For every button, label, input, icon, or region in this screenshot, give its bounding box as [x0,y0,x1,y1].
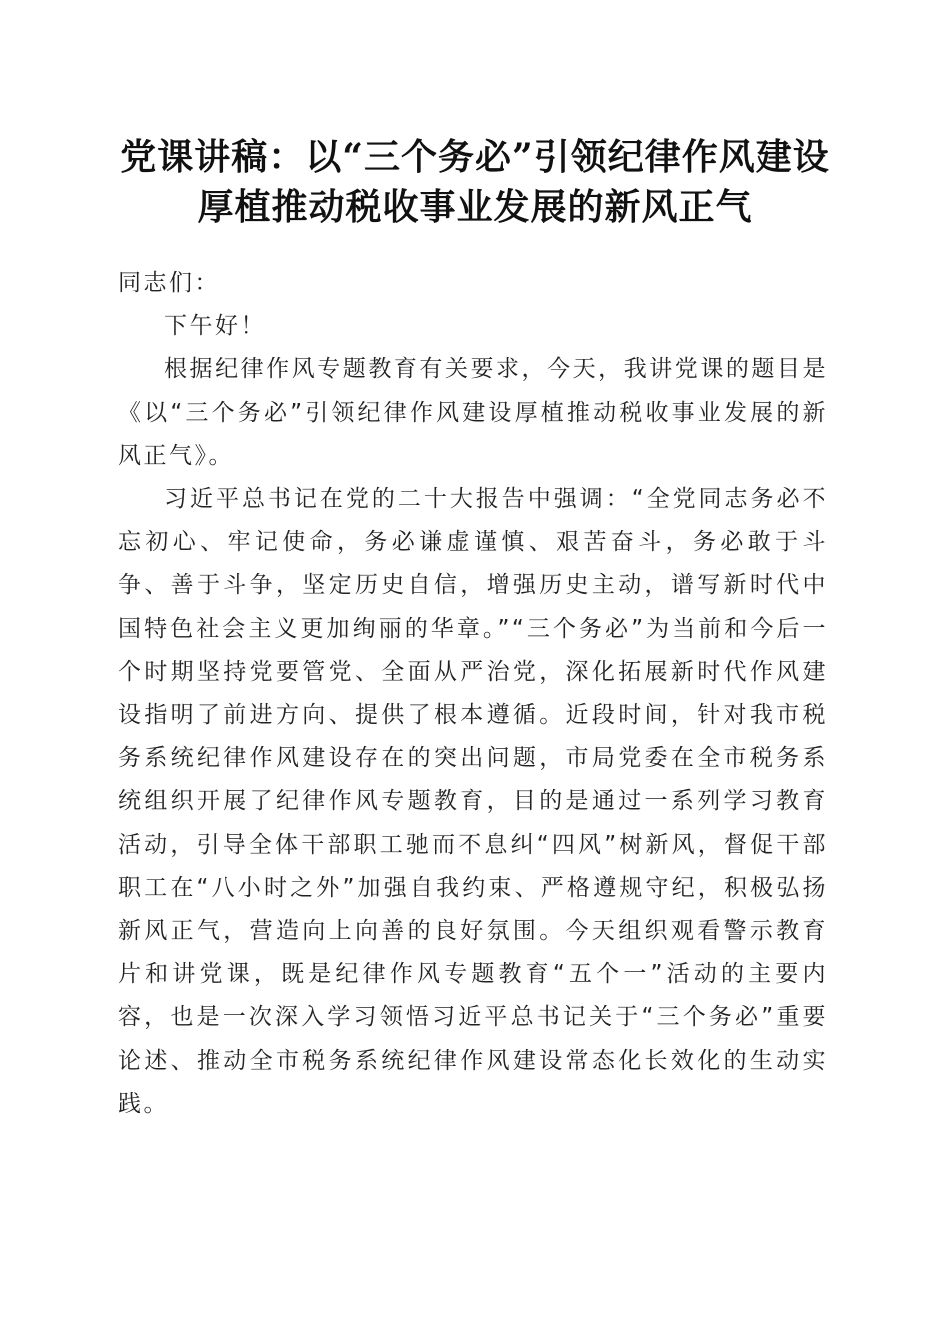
paragraph-1: 根据纪律作风专题教育有关要求，今天，我讲党课的题目是《以“三个务必”引领纪律作风建设厚植推动税收事业发展的新风正气》。 [118,356,828,469]
title-line-1: 党课讲稿：以“三个务必”引领纪律作风建设 [120,136,830,178]
greeting: 下午好！ [164,313,266,340]
paragraph-2: 习近平总书记在党的二十大报告中强调：“全党同志务必不忘初心、牢记使命，务必谦虚谨慎、艰苦奋斗，务必敢于斗争、善于斗争，坚定历史自信，增强历史主动，谱写新时代中国特色社会主义更加绚丽的华章。”“三个务必”为当前和今后一个时期坚持党要管党、全面从严治党，深化拓展新时代作风建设指明了前进方向、提供了根本遵循。近段时间，针对我市税务系统纪律作风建设存在的突出问题，市局党委在全市税务系统组织开展了纪律作风专题教育，目的是通过一系列学习教育活动，引导全体干部职工驰而不息纠“四风”树新风，督促干部职工在“八小时之外”加强自我约束、严格遵规守纪，积极弘扬新风正气，营造向上向善的良好氛围。今天组织观看警示教育片和讲党课，既是纪律作风专题教育“五个一”活动的主要内容，也是一次深入学习领悟习近平总书记关于“三个务必”重要论述、推动全市税务系统纪律作风建设常态化长效化的生动实践。 [118,486,828,1117]
title-line-2: 厚植推动税收事业发展的新风正气 [197,186,753,228]
document-body [118,262,828,1126]
document-title [100,132,850,232]
salutation: 同志们： [118,270,220,296]
